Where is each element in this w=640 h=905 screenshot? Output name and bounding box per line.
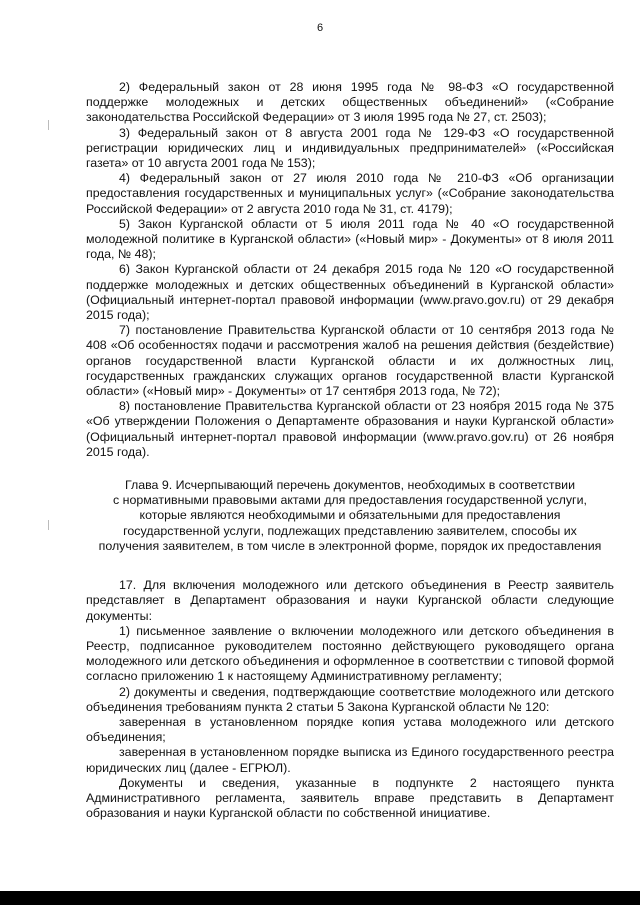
- page-number: 6: [316, 22, 324, 34]
- list-item: 3) Федеральный закон от 8 августа 2001 года № 129-ФЗ «О государственной регистрации юридических лиц и индивидуальных предпринимателей» («Российская газета» от 10 августа 2001 года № 153);: [86, 125, 614, 171]
- section-paragraph: 1) письменное заявление о включении молодежного или детского объединения в Реестр, подписанное руководителем постоянно действующего руководящего органа молодежного или детского объединения и оформленное в соответствии с типовой формой согласно приложению 1 к настоящему Административному регламенту;: [86, 623, 614, 684]
- list-item: 6) Закон Курганской области от 24 декабря 2015 года № 120 «О государственной поддержке молодежных и детских общественных объединений в Курганской области» (Официальный интернет-портал правовой информации (www.pravo.gov.ru) от 29 декабря 2015 года);: [86, 262, 614, 323]
- margin-mark: [48, 120, 49, 130]
- section-paragraph: Документы и сведения, указанные в подпункте 2 настоящего пункта Административного регламента, заявитель вправе представить в Департамент образования и науки Курганской области по собственной инициативе.: [86, 775, 614, 821]
- document-body: [86, 80, 614, 821]
- section-paragraph: 2) документы и сведения, подтверждающие соответствие молодежного или детского объединения требованиям пункта 2 статьи 5 Закона Курганской области № 120:: [86, 684, 614, 714]
- chapter-heading: [86, 478, 614, 554]
- list-item: 5) Закон Курганской области от 5 июля 2011 года № 40 «О государственной молодежной политике в Курганской области» («Новый мир» - Документы» от 8 июля 2011 года, № 48);: [86, 216, 614, 262]
- list-item: 8) постановление Правительства Курганской области от 23 ноября 2015 года № 375 «Об утверждении Положения о Департаменте образования и науки Курганской области» (Официальный интернет-портал правовой информации (www.pravo.gov.ru) от 26 ноября 2015 года).: [86, 399, 614, 459]
- chapter-heading-line: Глава 9. Исчерпывающий перечень документов, необходимых в соответствии: [124, 478, 576, 493]
- section-paragraph: заверенная в установленном порядке выписка из Единого государственного реестра юридических лиц (далее - ЕГРЮЛ).: [86, 745, 614, 775]
- chapter-heading-line: которые являются необходимыми и обязательными для предоставления: [139, 508, 561, 523]
- section-paragraph: заверенная в установленном порядке копия устава молодежного или детского объединения;: [86, 714, 614, 745]
- list-item: 4) Федеральный закон от 27 июля 2010 года № 210-ФЗ «Об организации предоставления государственных и муниципальных услуг» («Собрание законодательства Российской Федерации» от 2 августа 2010 года № 31, ст. 4179);: [86, 171, 614, 216]
- chapter-heading-line: получения заявителем, в том числе в электронной форме, порядок их предоставления: [98, 538, 602, 553]
- list-item: 7) постановление Правительства Курганской области от 10 сентября 2013 года № 408 «Об особенностях подачи и рассмотрения жалоб на решения действия (бездействие) органов государственной власти Курганской области и их должностных лиц, государственных гражданских служащих органов государственной власти Курганской области» («Новый мир» - Документы» от 17 сентября 2013 года, № 72);: [86, 323, 614, 399]
- margin-mark: [48, 520, 49, 530]
- section-paragraph: 17. Для включения молодежного или детского объединения в Реестр заявитель представляет в Департамент образования и науки Курганской области следующие документы:: [86, 578, 614, 623]
- scan-border: [0, 891, 640, 905]
- list-item: 2) Федеральный закон от 28 июня 1995 года № 98-ФЗ «О государственной поддержке молодежных и детских общественных объединений» («Собрание законодательства Российской Федерации» от 3 июля 1995 года № 27, ст. 2503);: [86, 80, 614, 125]
- chapter-heading-line: государственной услуги, подлежащих представлению заявителем, способы их: [123, 523, 577, 538]
- chapter-heading-line: с нормативными правовыми актами для предоставления государственной услуги,: [113, 493, 587, 508]
